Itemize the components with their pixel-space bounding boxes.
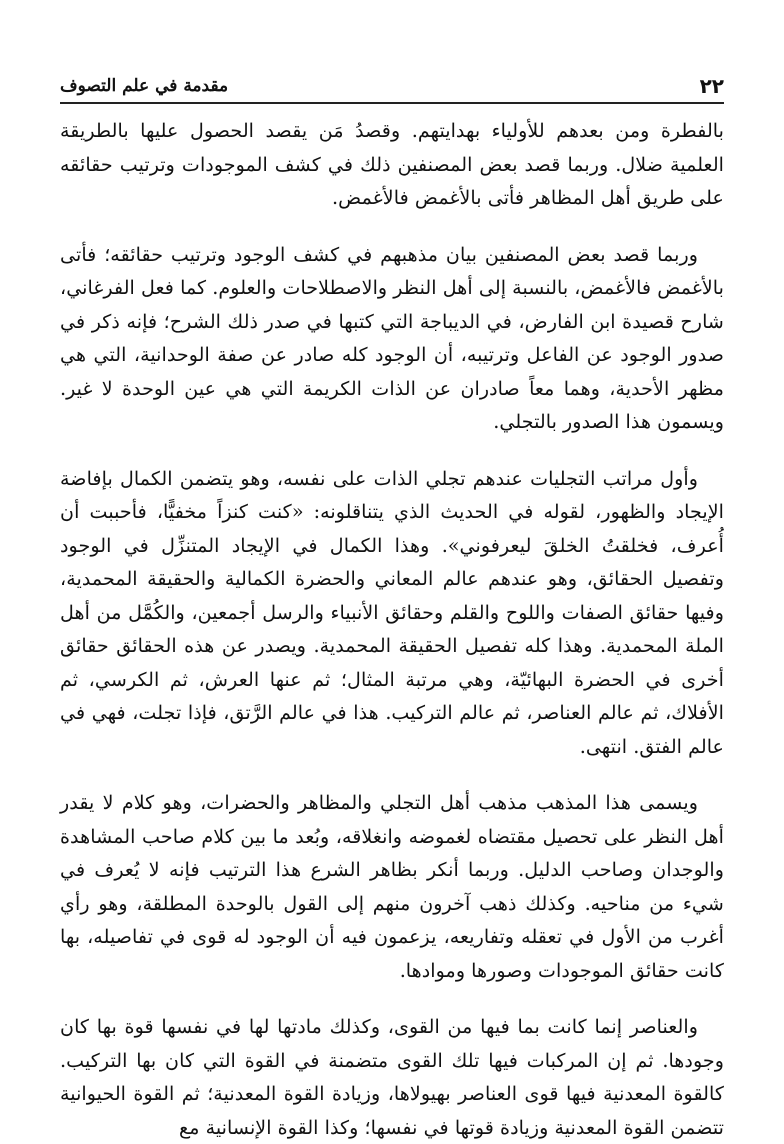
page-body — [60, 114, 724, 1144]
paragraph-1: بالفطرة ومن بعدهم للأولياء بهدايتهم. وقصدُ مَن يقصد الحصول عليها بالطريقة العلمية ضلال. وربما قصد بعض المصنفين ذلك في كشف الموجودات وترتيب حقائقه على طريق أهل المظاهر فأتى بالأغمض فالأغمض. — [60, 119, 724, 209]
paragraph-5: والعناصر إنما كانت بما فيها من القوى، وكذلك مادتها لها في نفسها قوة بها كان وجودها. ثم إن المركبات فيها تلك القوى متضمنة في القوة التي كان بها التركيب. كالقوة المعدنية فيها قوى العناصر بهيولاها، وزيادة القوة المعدنية؛ ثم القوة الحيوانية تتضمن القوة المعدنية وزيادة قوتها في نفسها؛ وكذا القوة الإنسانية مع — [60, 1015, 724, 1139]
page-number: ٢٢ — [699, 74, 724, 98]
paragraph-4: ويسمى هذا المذهب مذهب أهل التجلي والمظاهر والحضرات، وهو كلام لا يقدر أهل النظر على تحصيل مقتضاه لغموضه وانغلاقه، وبُعد ما بين كلام صاحب المشاهدة والوجدان وصاحب الدليل. وربما أنكر بظاهر الشرع هذا الترتيب فإنه لا يُعرف في شيء من مناحيه. وكذلك ذهب آخرون منهم إلى القول بالوحدة المطلقة، وهو رأي أغرب من الأول في تعقله وتفاريعه، يزعمون فيه أن الوجود له قوى في تفاصيله، بها كانت حقائق الموجودات وصورها وموادها. — [60, 791, 724, 982]
header-rule — [60, 102, 724, 104]
paragraph-3: وأول مراتب التجليات عندهم تجلي الذات على نفسه، وهو يتضمن الكمال بإفاضة الإيجاد والظهور، لقوله في الحديث الذي يتناقلونه: «كنت كنزاً مخفيًّا، فأحببت أن أُعرف، فخلقتُ الخلقَ ليعرفوني». وهذا الكمال في الإيجاد المتنزِّل في الوجود وتفصيل الحقائق، وهو عندهم عالم المعاني والحضرة الكمالية والحقيقة المحمدية، وفيها حقائق الصفات واللوح والقلم وحقائق الأنبياء والرسل أجمعين، والكُمَّل من أهل الملة المحمدية. وهذا كله تفصيل الحقيقة المحمدية. ويصدر عن هذه الحقائق حقائق أخرى في الحضرة البهائيّة، وهي مرتبة المثال؛ ثم عنها العرش، ثم الكرسي، ثم الأفلاك، ثم عالم العناصر، ثم عالم التركيب. هذا في عالم الرَّتق، فإذا تجلت، فهي في عالم الفتق. انتهى. — [60, 466, 724, 758]
running-title: مقدمة في علم التصوف — [60, 76, 229, 96]
paragraph-2: وربما قصد بعض المصنفين بيان مذهبهم في كشف الوجود وترتيب حقائقه؛ فأتى بالأغمض فالأغمض، بالنسبة إلى أهل النظر والاصطلاحات والعلوم. كما فعل الفرغاني، شارح قصيدة ابن الفارض، في الديباجة التي كتبها في صدر ذلك الشرح؛ فإنه ذكر في صدور الوجود عن الفاعل وترتيبه، أن الوجود كله صادر عن صفة الوحدانية، التي هي مظهر الأحدية، وهما معاً صادران عن الذات الكريمة التي هي عين الوحدة لا غير. ويسمون هذا الصدور بالتجلي. — [60, 242, 724, 433]
page-header — [60, 70, 724, 104]
